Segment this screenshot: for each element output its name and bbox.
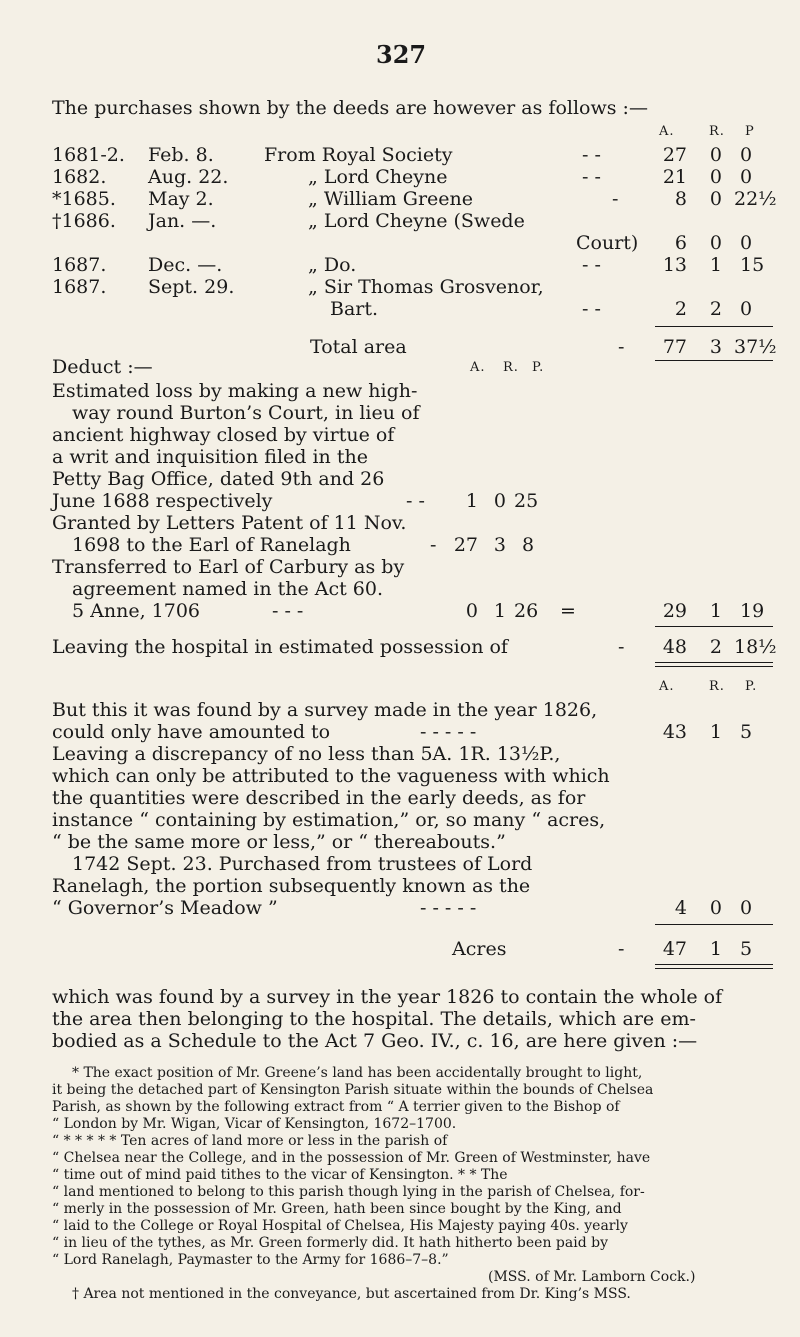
footnote-line: “ time out of mind paid tithes to the vicar of Kensington. * * The bbox=[52, 1167, 508, 1183]
leader-dash: - - - - - bbox=[420, 721, 477, 743]
acres-rule-2 bbox=[655, 964, 773, 965]
footnote-line: Parish, as shown by the following extract from “ A terrier given to the Bishop of bbox=[52, 1099, 620, 1115]
purchase-from: „ Lord Cheyne (Swede bbox=[308, 210, 525, 232]
purchase-from: „ Sir Thomas Grosvenor, bbox=[308, 276, 544, 298]
leaving-rule-2 bbox=[655, 666, 773, 667]
intro-text: The purchases shown by the deeds are however as follows :— bbox=[52, 97, 648, 119]
purchase-perches: 0 bbox=[740, 144, 753, 166]
footnote-source: (MSS. of Mr. Lamborn Cock.) bbox=[488, 1269, 696, 1285]
deduct-header-p: P. bbox=[532, 360, 545, 375]
page-number: 327 bbox=[376, 40, 427, 69]
closing-line: bodied as a Schedule to the Act 7 Geo. IV., c. 16, are here given :— bbox=[52, 1030, 698, 1052]
survey-roods: 1 bbox=[709, 721, 722, 743]
purchase-from-cont: Bart. bbox=[330, 298, 379, 320]
footnote-line: “ laid to the College or Royal Hospital of Chelsea, His Majesty paying 40s. yearly bbox=[52, 1218, 628, 1234]
purchase-year: *1685. bbox=[52, 188, 116, 210]
survey-header-r: R. bbox=[709, 679, 725, 694]
deduct-rule bbox=[655, 626, 773, 627]
footnote-line: “ Chelsea near the College, and in the possession of Mr. Green of Westminster, have bbox=[52, 1150, 651, 1166]
deduct-header-a: A. bbox=[470, 360, 486, 375]
units-header-p: P bbox=[745, 124, 755, 139]
deduct-line: Transferred to Earl of Carbury as by bbox=[52, 556, 405, 578]
footnote-line: “ in lieu of the tythes, as Mr. Green formerly did. It hath hitherto been paid by bbox=[52, 1235, 608, 1251]
leaving-roods: 2 bbox=[709, 636, 722, 658]
deduct-line: 5 Anne, 1706 bbox=[72, 600, 200, 622]
equals-sign: = bbox=[560, 600, 576, 622]
leaving-rule-1 bbox=[655, 662, 773, 663]
survey-line: Leaving a discrepancy of no less than 5A. 1R. 13½P., bbox=[52, 743, 561, 765]
purchase-acres: 8 bbox=[674, 188, 687, 210]
purchase-date: Sept. 29. bbox=[148, 276, 235, 298]
leader-dash: - bbox=[618, 636, 625, 658]
survey-line: instance “ containing by estimation,” or, so many “ acres, bbox=[52, 809, 606, 831]
leaving-acres: 48 bbox=[662, 636, 687, 658]
survey-line: the quantities were described in the early deeds, as for bbox=[52, 787, 586, 809]
purchase-year: 1681-2. bbox=[52, 144, 125, 166]
leader-dash: - - - bbox=[272, 600, 304, 622]
purchase-date: May 2. bbox=[148, 188, 214, 210]
purchase-year: 1687. bbox=[52, 254, 107, 276]
deduct-total-roods: 1 bbox=[709, 600, 722, 622]
deduct-header-r: R. bbox=[503, 360, 519, 375]
acres-total-acres: 47 bbox=[662, 938, 687, 960]
total-label: Total area bbox=[310, 336, 407, 358]
purchase-from: „ William Greene bbox=[308, 188, 473, 210]
leader-dash: - bbox=[612, 188, 619, 210]
purchase-perches: 0 bbox=[740, 166, 753, 188]
purchase-roods: 1 bbox=[709, 254, 722, 276]
deduct-line: Petty Bag Office, dated 9th and 26 bbox=[52, 468, 385, 490]
deduct-roods: 0 bbox=[493, 490, 506, 512]
leader-dash: - - - - - bbox=[420, 897, 477, 919]
footnote-line: * The exact position of Mr. Greene’s land has been accidentally brought to light, bbox=[72, 1065, 643, 1081]
deduct-total-acres: 29 bbox=[662, 600, 687, 622]
leaving-perches: 18½ bbox=[734, 636, 777, 658]
purchase-date: Feb. 8. bbox=[148, 144, 214, 166]
total-rule bbox=[655, 326, 773, 327]
leader-dash: - bbox=[430, 534, 437, 556]
survey-line: But this it was found by a survey made in the year 1826, bbox=[52, 699, 598, 721]
total-acres: 77 bbox=[662, 336, 687, 358]
total-roods: 3 bbox=[709, 336, 722, 358]
leader-dash: - bbox=[618, 336, 625, 358]
total-perches: 37½ bbox=[734, 336, 777, 358]
deduct-line: way round Burton’s Court, in lieu of bbox=[72, 402, 420, 424]
deduct-roods: 1 bbox=[493, 600, 506, 622]
purchase-perches: 22½ bbox=[734, 188, 777, 210]
acres-total-roods: 1 bbox=[709, 938, 722, 960]
governor-perches: 0 bbox=[740, 897, 753, 919]
survey-line: which can only be attributed to the vagueness with which bbox=[52, 765, 610, 787]
purchase-year: 1687. bbox=[52, 276, 107, 298]
purchase-date: Dec. —. bbox=[148, 254, 223, 276]
purchase-year: 1682. bbox=[52, 166, 107, 188]
survey-line: Ranelagh, the portion subsequently known as the bbox=[52, 875, 531, 897]
deduct-line: ancient highway closed by virtue of bbox=[52, 424, 395, 446]
acres-rule bbox=[655, 924, 773, 925]
acres-rule-3 bbox=[655, 968, 773, 969]
footnote-line: “ London by Mr. Wigan, Vicar of Kensington, 1672–1700. bbox=[52, 1116, 457, 1132]
purchase-from: From Royal Society bbox=[264, 144, 453, 166]
survey-line: could only have amounted to bbox=[52, 721, 331, 743]
deduct-label: Deduct :— bbox=[52, 356, 153, 378]
purchase-roods: 2 bbox=[709, 298, 722, 320]
leader-dash: - - bbox=[582, 144, 601, 166]
deduct-perches: 8 bbox=[522, 534, 535, 556]
survey-line: “ Governor’s Meadow ” bbox=[52, 897, 278, 919]
purchase-from: „ Do. bbox=[308, 254, 357, 276]
governor-roods: 0 bbox=[709, 897, 722, 919]
deduct-line: 1698 to the Earl of Ranelagh bbox=[72, 534, 351, 556]
purchase-acres: 6 bbox=[674, 232, 687, 254]
deduct-line: June 1688 respectively bbox=[52, 490, 273, 512]
purchase-date: Jan. —. bbox=[148, 210, 217, 232]
deduct-acres: 27 bbox=[453, 534, 478, 556]
footnote-line: “ land mentioned to belong to this parish though lying in the parish of Chelsea, for- bbox=[52, 1184, 645, 1200]
closing-line: which was found by a survey in the year 1826 to contain the whole of bbox=[52, 986, 723, 1008]
leader-dash: - - bbox=[406, 490, 425, 512]
deduct-acres: 1 bbox=[465, 490, 478, 512]
acres-total-perches: 5 bbox=[740, 938, 753, 960]
closing-line: the area then belonging to the hospital. The details, which are em- bbox=[52, 1008, 696, 1030]
acres-label: Acres bbox=[452, 938, 507, 960]
leader-dash: - - bbox=[582, 166, 601, 188]
deduct-line: Estimated loss by making a new high- bbox=[52, 380, 418, 402]
leader-dash: - - bbox=[582, 254, 601, 276]
purchase-perches: 0 bbox=[740, 298, 753, 320]
governor-acres: 4 bbox=[674, 897, 687, 919]
purchase-date: Aug. 22. bbox=[148, 166, 229, 188]
deduct-roods: 3 bbox=[493, 534, 506, 556]
deduct-line: agreement named in the Act 60. bbox=[72, 578, 384, 600]
survey-line: “ be the same more or less,” or “ thereabouts.” bbox=[52, 831, 506, 853]
purchase-acres: 13 bbox=[662, 254, 687, 276]
units-header-a: A. bbox=[659, 124, 675, 139]
deduct-total-perches: 19 bbox=[740, 600, 765, 622]
purchase-acres: 21 bbox=[662, 166, 687, 188]
purchase-roods: 0 bbox=[709, 166, 722, 188]
units-header-r: R. bbox=[709, 124, 725, 139]
survey-line: 1742 Sept. 23. Purchased from trustees of Lord bbox=[72, 853, 533, 875]
deduct-perches: 25 bbox=[514, 490, 539, 512]
footnote-line: it being the detached part of Kensington Parish situate within the bounds of Chelsea bbox=[52, 1082, 654, 1098]
survey-header-a: A. bbox=[659, 679, 675, 694]
footnote-line: † Area not mentioned in the conveyance, but ascertained from Dr. King’s MSS. bbox=[72, 1286, 631, 1302]
purchase-from: „ Lord Cheyne bbox=[308, 166, 448, 188]
purchase-roods: 0 bbox=[709, 232, 722, 254]
leader-dash: - - bbox=[582, 298, 601, 320]
leaving-text: Leaving the hospital in estimated possession of bbox=[52, 636, 508, 658]
total-underline bbox=[655, 360, 773, 361]
deduct-acres: 0 bbox=[465, 600, 478, 622]
survey-header-p: P. bbox=[745, 679, 758, 694]
leader-dash: - bbox=[618, 938, 625, 960]
purchase-perches: 15 bbox=[740, 254, 765, 276]
survey-perches: 5 bbox=[740, 721, 753, 743]
purchase-perches: 0 bbox=[740, 232, 753, 254]
footnote-line: “ Lord Ranelagh, Paymaster to the Army for 1686–7–8.” bbox=[52, 1252, 449, 1268]
purchase-roods: 0 bbox=[709, 144, 722, 166]
purchase-roods: 0 bbox=[709, 188, 722, 210]
purchase-acres: 27 bbox=[662, 144, 687, 166]
deduct-line: a writ and inquisition filed in the bbox=[52, 446, 368, 468]
deduct-perches: 26 bbox=[514, 600, 539, 622]
purchase-from-cont: Court) bbox=[576, 232, 639, 254]
deduct-line: Granted by Letters Patent of 11 Nov. bbox=[52, 512, 407, 534]
purchase-year: †1686. bbox=[52, 210, 116, 232]
footnote-line: “ * * * * * Ten acres of land more or less in the parish of bbox=[52, 1133, 448, 1149]
survey-acres: 43 bbox=[662, 721, 687, 743]
footnote-line: “ merly in the possession of Mr. Green, hath been since bought by the King, and bbox=[52, 1201, 622, 1217]
purchase-acres: 2 bbox=[674, 298, 687, 320]
